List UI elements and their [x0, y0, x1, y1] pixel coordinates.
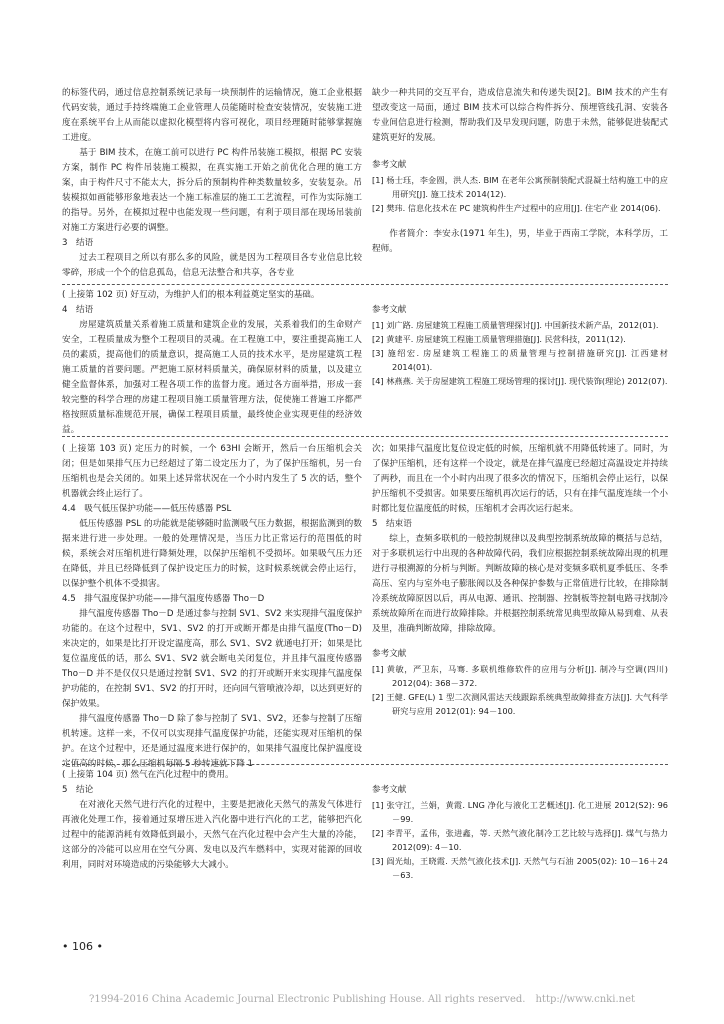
page-number: • 106 • [62, 940, 103, 953]
section-divider [62, 284, 668, 285]
reference-item: [3] 施绍宏. 房屋建筑工程施工的质量管理与控制措施研究[J]. 江西建材 2014(01). [372, 348, 668, 372]
paragraph: 排气温度传感器 Tho－D 是通过参与控制 SV1、SV2 来实现排气温度保护功能的。在这个过程中，SV1、SV2 的打开或断开都是由排气温度(Tho－D) 来决定的，如果是比打开设定温度高，那么 SV1、SV2 就通电打开；如果是比复位温度低的话，那么 SV1、SV2 就会断电关闭复位，并且排气温度传感器 Tho－D 并不是仅仅只是通过控制 SV1、SV2 的打开或断开来实现排气温度保护功能的，在控制 SV1、SV2 的打开时，还向回气管喷液冷却，以达到更好的保护效果。 [62, 609, 362, 709]
reference-item: [4] 林燕燕. 关于房屋建筑工程施工现场管理的探讨[J]. 现代装饰(理论) 2012(07). [372, 376, 668, 386]
section-heading: 4 结语 [62, 305, 94, 315]
section2-continuation [62, 288, 668, 303]
reference-item: [1] 刘广路. 房屋建筑工程施工质量管理探讨[J]. 中国新技术新产品，2012(01). [372, 320, 659, 330]
reference-item: [2] 李青平，孟伟，张进鑫，等. 天然气液化制冷工艺比较与选择[J]. 煤气与热力 2012(09): 4－10. [372, 828, 668, 852]
section1-right-column [372, 86, 668, 257]
section-heading: 3 结语 [62, 238, 94, 248]
section3-right-column [372, 442, 668, 718]
paragraph: 次；如果排气温度比复位设定低的时候，压缩机就不用降低转速了。同时，为了保护压缩机，还有这样一个设定，就是在排气温度已经超过高温设定并持续了两秒，而且在一个小时内出现了很多次的情况下，压缩机会停止运行，以保护压缩机不受损害。如果要压缩机再次运行的话，只有在排气温度连续一个小时都比复位温度低的时候，压缩机才会再次运行起来。 [372, 444, 668, 514]
paragraph: 排气温度传感器 Tho－D 除了参与控制了 SV1、SV2，还参与控制了压缩机转速。这样一来，不仅可以实现排气温度保护功能，还能实现对压缩机的保护。在这个过程中，还是通过温度来进行保护的，如果排气温度比保护温度设定值高的时候，那么压缩机每隔 5 秒转速就下降 1 [62, 714, 362, 769]
section3-left-column [62, 442, 362, 772]
section-divider [62, 764, 668, 765]
paragraph: 在对液化天然气进行汽化的过程中，主要是把液化天然气的蒸发气体进行再液化处理工作，接着通过泵增压进入汽化器中进行汽化的工艺，能够把汽化过程中的能源消耗有效降低到最小，天然气在汽化过程中会产生大量的冷能，这部分的冷能可以应用在空气分离、发电以及汽车燃料中，实现对能源的回收利用，同时对环境造成的污染能够大大减小。 [62, 800, 362, 870]
paragraph: 的标签代码，通过信息控制系统记录每一块预制件的运输情况，施工企业根据代码安装，通过手持终端施工企业管理人员能随时检查安装情况，安装施工进度在系统平台上从而能以虚拟化模型将内容可视化，项目经理随时能够掌握施工进度。 [62, 88, 362, 143]
copyright-footer: ?1994-2016 China Academic Journal Electronic Publishing House. All rights reserved. http://www.cnki.net [88, 994, 635, 1005]
reference-item: [1] 杨士珏，李金圆，洪人杰. BIM 在老年公寓预制装配式混凝土结构施工中的应用研究[J]. 施工技术 2014(12). [372, 175, 668, 199]
subsection-heading: 4.4 吸气低压保护功能——低压传感器 PSL [62, 504, 232, 514]
section1-left-column [62, 86, 362, 281]
paragraph: 低压传感器 PSL 的功能就是能够随时监测吸气压力数据，根据监测到的数据来进行进一步处理。一般的处理情况是，当压力比正常运行的范围低的时候，系统会对压缩机进行降频处理，以保护压缩机不受损坏。如果吸气压力还在降低，并且已经降低到了保护设定压力的时候，这时候系统就会停止运行，以保护整个机体不受损害。 [62, 519, 362, 589]
paragraph: 过去工程项目之所以有那么多的风险，就是因为工程项目各专业信息比较零碎，形成一个个的信息孤岛，信息无法整合和共享，各专业 [62, 253, 362, 278]
continuation-note: ( 上接第 104 页) 然气在汽化过程中的费用。 [62, 770, 234, 780]
reference-item: [2] 樊玮. 信息化技术在 PC 建筑构件生产过程中的应用[J]. 住宅产业 2014(06). [372, 203, 661, 213]
section4-right-column [372, 783, 668, 882]
paragraph: 房屋建筑质量关系着施工质量和建筑企业的发展，关系着我们的生命财产安全，工程质量成为整个工程项目的灵魂。在工程施工中，要注重提高施工人员的素质，提高他们的质量意识，提高施工人员的技术水平，是房屋建筑工程施工质量的首要问题。严把施工原材料质量关，确保原材料的质量，以及建立健全监督体系，加强对工程各项工作的监督力度。通过各方面举措，形成一套较完整的科学合理的房建工程项目施工质量管理方法，促使施工普遍工序都严格按照质量标准规范开展，确保工程项目质量，最终使企业实现更佳的经济效益。 [62, 320, 362, 435]
paragraph: 基于 BIM 技术，在施工前可以进行 PC 构件吊装施工模拟，根据 PC 安装方案，制作 PC 构件吊装施工模拟，在真实施工开始之前优化合理的施工方案，由于构件尺寸不能太大，拆分后的预制构件种类数量较多，安装复杂。吊装模拟如画能够形象地表达一个施工标准层的施工工艺流程，可作为实际施工的指导。另外，在模拟过程中也能发现一些问题，有利于项目部在现场吊装前对施工方案进行必要的调整。 [62, 148, 362, 233]
reference-item: [2] 王健. GFE(L) 1 型二次测风雷达天线跟踪系统典型故障排查方法[J]. 大气科学研究与应用 2012(01): 94－100. [372, 692, 668, 716]
section4-left-column [62, 783, 362, 873]
paragraph: ( 上接第 103 页) 定压力的时候，一个 63HI 会断开，然后一台压缩机会关闭；但是如果排气压力已经超过了第二设定压力了，为了保护压缩机，另一台压缩机也是会关闭的。如果上述异常状况在一个小时内发生了 5 次的话，整个机器就会终止运行了。 [62, 444, 362, 499]
reference-item: [1] 张守江，兰娟，黄霞. LNG 净化与液化工艺概述[J]. 化工进展 2012(S2): 96－99. [372, 800, 668, 824]
paragraph: 缺少一种共同的交互平台，造成信息流失和传递失误[2]。BIM 技术的产生有望改变这一局面，通过 BIM 技术可以综合构件拆分、预埋管线孔洞、安装各专业间信息进行检测，帮助我们及早发现问题，防患于未然，能够促进装配式建筑更好的发展。 [372, 88, 668, 143]
section2-left-column [62, 303, 362, 438]
section-divider [62, 436, 668, 437]
reference-item: [1] 黄敏，严卫东，马骞. 多联机维修软件的应用与分析[J]. 制冷与空调(四川) 2012(04): 368－372. [372, 664, 668, 688]
author-bio: 作者简介：李安永(1971 年生)，男，毕业于西南工学院，本科学历，工程师。 [372, 229, 668, 254]
continuation-note: ( 上接第 102 页) 好互动，为维护人们的根本利益奠定坚实的基础。 [62, 290, 320, 300]
paragraph: 综上，查频多联机的一般控制规律以及典型控制系统故障的概括与总结，对于多联机运行中出现的各种故障代码，我们应根据控制系统故障出现的机理进行寻根溯源的分析与判断。判断故障的核心是对变频多联机夏季低压、冬季高压、室内与室外电子膨胀阀以及各种保护参数与正常值进行比较，在排除制冷系统故障原因以后，再从电源、通讯、控制器、控制板等控制电路寻找制冷系统故障所在而进行故障排除。并根据控制系统常见典型故障从易到难、从表及里，准确判断故障，排除故障。 [372, 534, 668, 634]
references-heading: 参考文献 [372, 785, 407, 795]
subsection-heading: 4.5 排气温度保护功能——排气温度传感器 Tho－D [62, 594, 265, 604]
section2-right-column [372, 303, 668, 388]
references-heading: 参考文献 [372, 160, 407, 170]
reference-item: [3] 阎光灿，王晓霞. 天然气液化技术[J]. 天然气与石油 2005(02): 10－16＋24－63. [372, 856, 668, 880]
reference-item: [2] 黄建平. 房屋建筑工程施工质量管理措施[J]. 民营科技，2011(12). [372, 334, 626, 344]
section-heading: 5 结论 [62, 785, 94, 795]
section4-continuation [62, 768, 668, 783]
references-heading: 参考文献 [372, 305, 407, 315]
references-heading: 参考文献 [372, 649, 407, 659]
section-heading: 5 结束语 [372, 519, 412, 529]
